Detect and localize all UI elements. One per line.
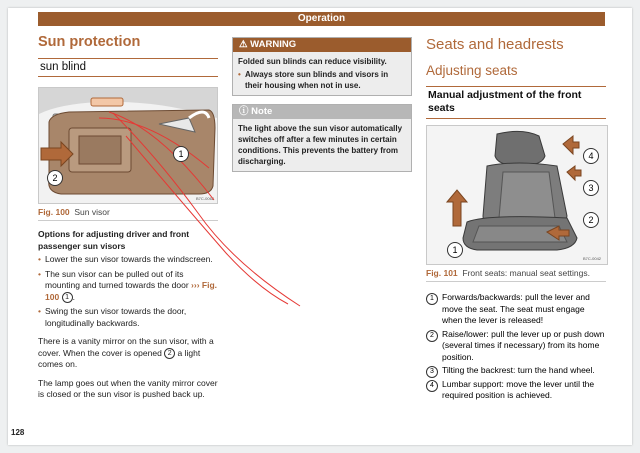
subsection-title-adjusting-seats: Adjusting seats xyxy=(426,63,518,78)
bullet-pull-out: • The sun visor can be pulled out of its mounting and turned towards the door ››› Fig. 100 1 . xyxy=(38,269,218,304)
list-text: Lumbar support: move the lever until the required position is achieved. xyxy=(442,378,595,400)
section-title-seats: Seats and headrests xyxy=(426,36,564,53)
seat-figure-label: Fig. 101 xyxy=(426,268,458,278)
list-text: Forwards/backwards: pull the lever and move the seat. The seat must engage when the lever is released! xyxy=(442,292,590,325)
seat-callout-4: 4 xyxy=(583,148,599,164)
fig-100-reference[interactable]: ››› Fig. 100 xyxy=(45,280,217,302)
seat-callout-1: 1 xyxy=(447,242,463,258)
list-number: 3 xyxy=(426,366,438,378)
figure-caption-text: Sun visor xyxy=(74,207,110,217)
sub-heading-manual-adjustment: Manual adjustment of the front seats xyxy=(426,86,606,119)
red-annotation-strokes xyxy=(8,8,632,445)
vanity-text-b: a light comes on. xyxy=(38,347,201,369)
options-heading: Options for adjusting driver and front passenger sun visors xyxy=(38,229,190,251)
list-number: 1 xyxy=(426,293,438,305)
callout-ref-1: 1 xyxy=(62,292,73,303)
seat-callout-2: 2 xyxy=(583,212,599,228)
warning-icon: ⚠ xyxy=(239,39,248,50)
callout-2: 2 xyxy=(47,170,63,186)
bullet-swing-visor: • Swing the sun visor towards the door, longitudinally backwards. xyxy=(38,306,218,329)
list-number: 2 xyxy=(426,330,438,342)
list-text: Raise/lower: pull the lever up or push down (several times if necessary) from its home position. xyxy=(442,328,605,362)
paragraph-lamp-off: The lamp goes out when the vanity mirror cover is closed or the sun visor is pushed back up. xyxy=(38,377,218,399)
info-icon: ⓘ xyxy=(239,106,249,117)
bullet-lower-visor: • Lower the sun visor towards the windscreen. xyxy=(38,254,218,266)
subsection-title-sun-blind: sun blind xyxy=(38,58,218,77)
manual-page xyxy=(8,8,632,445)
section-title-sun-protection: Sun protection xyxy=(38,34,141,50)
seat-figure-caption-text: Front seats: manual seat settings. xyxy=(462,268,590,278)
callout-1: 1 xyxy=(173,146,189,162)
bullet-pull-out-text: The sun visor can be pulled out of its mounting and turned towards the door xyxy=(45,268,189,290)
figure-code: B7C-0062 xyxy=(196,196,215,201)
page-number: 128 xyxy=(11,428,25,437)
note-body: The light above the sun visor automatically switches off after a few minutes in certain conditions. This prevents the battery from discharging. xyxy=(238,124,403,166)
note-title: Note xyxy=(251,106,273,117)
list-number: 4 xyxy=(426,380,438,392)
figure-label: Fig. 100 xyxy=(38,207,70,217)
warning-title: WARNING xyxy=(250,39,297,50)
seat-figure-code: B7C-0042 xyxy=(583,256,602,261)
seat-callout-3: 3 xyxy=(583,180,599,196)
callout-ref-2: 2 xyxy=(164,348,175,359)
warning-line-1: Folded sun blinds can reduce visibility. xyxy=(238,57,387,66)
warning-line-2: • Always store sun blinds and visors in their housing when not in use. xyxy=(238,69,406,91)
chapter-header: Operation xyxy=(38,12,605,26)
list-text: Tilting the backrest: turn the hand wheel. xyxy=(442,365,595,375)
vanity-text-a: There is a vanity mirror on the sun visor, with a cover. When the cover is opened xyxy=(38,336,214,358)
